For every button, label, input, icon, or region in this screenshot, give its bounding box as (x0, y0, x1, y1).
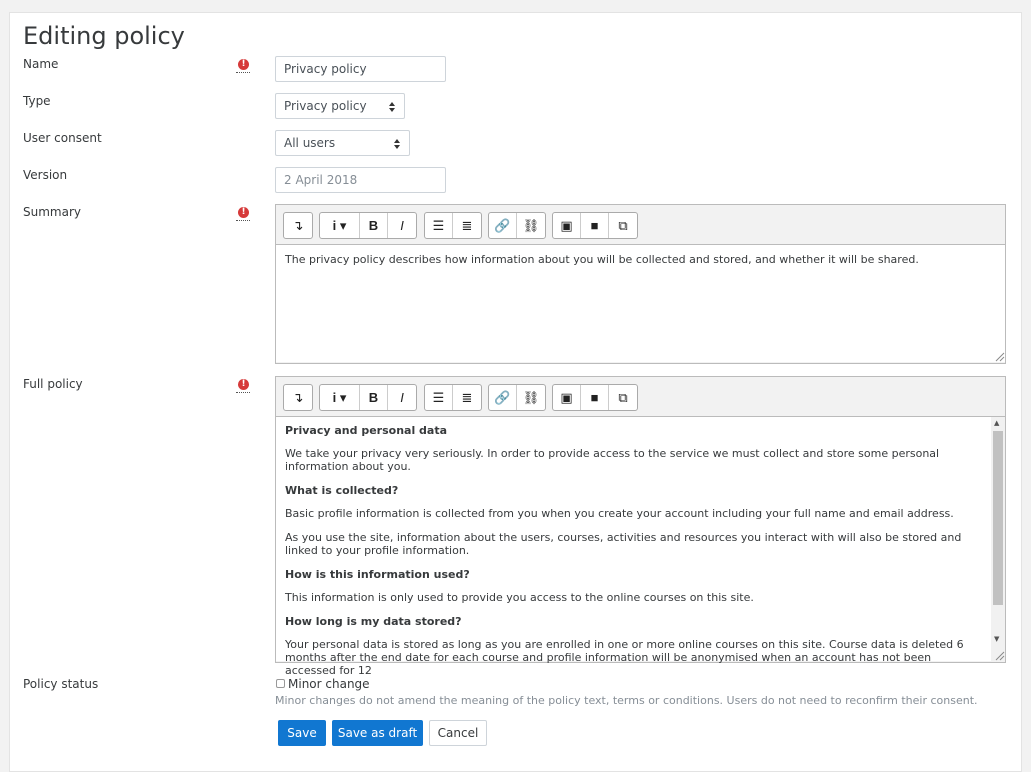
resize-handle-icon[interactable] (994, 650, 1004, 660)
image-icon[interactable]: ▣ (553, 385, 581, 410)
italic-icon[interactable]: I (400, 218, 404, 233)
page-title: Editing policy (23, 22, 185, 50)
unlink-icon[interactable]: ⛓ (522, 217, 540, 233)
summary-text: The privacy policy describes how information about you will be collected and stored, and whether it will be shared. (285, 253, 919, 266)
user-consent-select[interactable]: All users (275, 130, 410, 156)
type-select[interactable]: Privacy policy (275, 93, 405, 119)
policy-heading: How is this information used? (285, 568, 470, 581)
resize-handle-icon[interactable] (994, 351, 1004, 361)
ordered-list-icon[interactable]: ≣ (461, 389, 473, 405)
scrollbar[interactable] (991, 417, 1005, 661)
scroll-up-icon[interactable]: ▲ (994, 419, 1000, 427)
full-policy-content[interactable] (276, 417, 1005, 677)
video-icon[interactable]: ■ (581, 213, 609, 238)
policy-heading: How long is my data stored? (285, 615, 462, 628)
image-icon[interactable]: ▣ (553, 213, 581, 238)
policy-paragraphs (285, 424, 981, 677)
full-policy-label: Full policy (23, 377, 83, 391)
policy-paragraph: Basic profile information is collected from you when you create your account including your full name and email address. (285, 507, 954, 520)
ordered-list-icon[interactable]: ≣ (461, 217, 473, 233)
video-icon[interactable]: ■ (581, 385, 609, 410)
full-policy-editor (275, 376, 1006, 677)
copy-icon[interactable]: ⧉ (618, 389, 628, 405)
bold-icon[interactable]: B (360, 385, 388, 410)
link-icon[interactable]: 🔗 (489, 385, 517, 410)
version-label: Version (23, 168, 68, 182)
required-icon: ! (236, 379, 250, 393)
scrollbar-thumb[interactable] (993, 431, 1003, 605)
name-input[interactable]: Privacy policy (275, 56, 446, 82)
summary-label: Summary (23, 205, 81, 219)
bold-icon[interactable]: B (360, 213, 388, 238)
info-icon[interactable]: i ▾ (320, 213, 360, 238)
required-icon: ! (236, 59, 250, 73)
scroll-down-icon[interactable]: ▼ (994, 635, 1000, 643)
collapse-icon[interactable]: ↴ (292, 389, 304, 405)
policy-paragraph: This information is only used to provide you access to the online courses on this site. (285, 591, 754, 604)
editor-toolbar (276, 377, 1005, 417)
editor-toolbar (276, 205, 1005, 245)
minor-change-label[interactable]: Minor change (288, 677, 370, 691)
policy-paragraph: As you use the site, information about the users, courses, activities and resources you interact with will also be stored and linked to your profile information. (285, 531, 962, 557)
minor-change-checkbox[interactable] (276, 679, 285, 688)
unlink-icon[interactable]: ⛓ (522, 389, 540, 405)
italic-icon[interactable]: I (400, 390, 404, 405)
link-icon[interactable]: 🔗 (489, 213, 517, 238)
policy-status-label: Policy status (23, 677, 99, 691)
policy-heading: Privacy and personal data (285, 424, 448, 437)
policy-heading: What is collected? (285, 484, 399, 497)
summary-content[interactable] (276, 245, 1005, 362)
unordered-list-icon[interactable]: ☰ (425, 385, 453, 410)
info-icon[interactable]: i ▾ (320, 385, 360, 410)
type-label: Type (23, 94, 51, 108)
required-icon: ! (236, 207, 250, 221)
copy-icon[interactable]: ⧉ (618, 217, 628, 233)
summary-editor (275, 204, 1006, 364)
name-label: Name (23, 57, 59, 71)
policy-paragraph: We take your privacy very seriously. In order to provide access to the service we must collect and store some personal information about you. (285, 447, 940, 473)
version-input[interactable]: 2 April 2018 (275, 167, 446, 193)
minor-change-help: Minor changes do not amend the meaning of the policy text, terms or conditions. Users do not need to reconfirm their consent. (275, 694, 978, 707)
cancel-button[interactable]: Cancel (429, 720, 487, 746)
policy-paragraph: Your personal data is stored as long as you are enrolled in one or more online courses on this site. Course data is deleted 6 months after the end date for each course and profile information will be anonymised when an account has not been accessed for 12 (285, 638, 964, 677)
collapse-icon[interactable]: ↴ (292, 217, 304, 233)
save-button[interactable]: Save (278, 720, 326, 746)
user-consent-label: User consent (23, 131, 102, 145)
save-as-draft-button[interactable]: Save as draft (332, 720, 423, 746)
unordered-list-icon[interactable]: ☰ (425, 213, 453, 238)
